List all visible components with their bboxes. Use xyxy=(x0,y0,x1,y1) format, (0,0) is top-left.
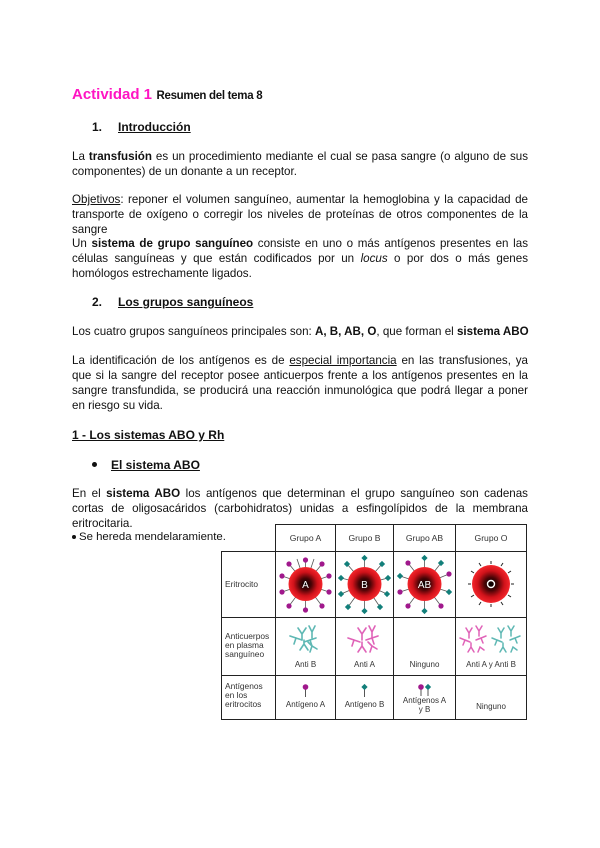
antigen-a-pin-icon xyxy=(276,682,335,702)
red-blood-cell-a-icon xyxy=(276,552,335,617)
italic-term: locus xyxy=(360,252,388,265)
antibody-caption: Anti B xyxy=(294,660,317,669)
antigen-caption: Antígeno A xyxy=(285,700,326,709)
antibody-caption: Anti A y Anti B xyxy=(466,660,516,669)
bullet-icon xyxy=(92,462,97,467)
anti-a-and-anti-b-antibodies-icon xyxy=(456,620,526,660)
svg-text:A: A xyxy=(302,580,309,591)
erythrocyte-cell-ab xyxy=(393,551,456,618)
erythrocyte-cell-b xyxy=(335,551,394,618)
text: consiste en uno o más antígenos presentes en las células sanguíneas y que están codificados por un xyxy=(72,237,528,265)
antigen-cell-b xyxy=(335,675,394,720)
erythrocyte-cell-a xyxy=(275,551,336,618)
section-heading-grupos xyxy=(92,295,253,309)
antigen-cell-o xyxy=(455,675,527,720)
antibody-cell-a xyxy=(275,617,336,676)
antigen-caption: Antígeno B xyxy=(344,700,385,709)
text: Los cuatro grupos sanguíneos principales son: xyxy=(72,325,315,338)
svg-text:B: B xyxy=(361,580,368,591)
red-blood-cell-b-icon xyxy=(336,552,393,617)
paragraph-transfusion xyxy=(72,149,528,179)
bold-term: sistema de grupo sanguíneo xyxy=(91,237,254,250)
text: los antígenos que determinan el grupo sanguíneo son cadenas cortas de oligosacáridos (carbohidratos) unidas a esfingolípidos de la membrana eritrocitaria. xyxy=(72,487,528,530)
paragraph-cuatro-grupos xyxy=(72,324,528,339)
text: Un xyxy=(72,237,92,250)
col-header-grupo-b: Grupo B xyxy=(335,524,394,552)
text: En el xyxy=(72,487,107,500)
col-header-grupo-o: Grupo O xyxy=(455,524,527,552)
antibody-cell-b xyxy=(335,617,394,676)
underlined-term: especial importancia xyxy=(289,354,397,367)
paragraph-objetivos xyxy=(72,192,528,237)
col-header-grupo-ab: Grupo AB xyxy=(393,524,456,552)
section-heading-introduccion xyxy=(92,120,191,134)
antibody-cell-ab xyxy=(393,617,456,676)
bullet-heading-abo xyxy=(92,458,200,472)
anti-a-antibodies-icon xyxy=(336,620,393,660)
anti-b-antibodies-icon xyxy=(276,620,335,660)
text: , que forman el xyxy=(376,325,457,338)
activity-label: Actividad 1 xyxy=(72,86,153,103)
section-number: 1. xyxy=(92,120,103,134)
note-herencia xyxy=(72,531,226,543)
paragraph-sistema-grupo xyxy=(72,236,528,281)
text: o por dos o más genes homólogos estrechamente ligados. xyxy=(72,252,528,280)
antigen-caption: Ninguno xyxy=(476,702,506,711)
svg-text:AB: AB xyxy=(417,580,432,591)
erythrocyte-cell-o xyxy=(455,551,527,618)
text: La xyxy=(72,150,89,163)
section-title: Los grupos sanguíneos xyxy=(118,295,254,309)
row-label-antigenos: Antígenos en los eritrocitos xyxy=(221,675,276,720)
note-text: Se hereda mendelaramiente. xyxy=(79,531,226,543)
subsection-heading xyxy=(72,428,224,442)
activity-subtitle: Resumen del tema 8 xyxy=(156,90,263,102)
text: en las transfusiones, ya que si la sangre del receptor posee anticuerpos frente a los antígenos presentes en la sangre transfundida, se producirá una reacción inmunológica que podrá llegar a poner en riesgo su vida. xyxy=(72,354,529,412)
antibody-caption: Anti A xyxy=(354,660,375,669)
text: es un procedimiento mediante el cual se pasa sangre (o alguno de sus componentes) de un donante a un receptor. xyxy=(72,150,528,178)
section-number: 2. xyxy=(92,295,103,309)
row-label-eritrocito: Eritrocito xyxy=(221,551,276,618)
bullet-title: El sistema ABO xyxy=(111,458,200,472)
bold-term: transfusión xyxy=(88,150,152,163)
antibody-cell-o xyxy=(455,617,527,676)
antigen-cell-ab xyxy=(393,675,456,720)
antigen-caption: Antígenos A y B xyxy=(402,696,447,714)
row-label-anticuerpos: Anticuerpos en plasma sanguíneo xyxy=(221,617,276,676)
bold-term: A, B, AB, O xyxy=(314,325,377,338)
antigen-cell-a xyxy=(275,675,336,720)
bold-term: sistema ABO xyxy=(456,325,529,338)
text: La identificación de los antígenos es de xyxy=(72,354,290,367)
page-title xyxy=(72,86,262,104)
bold-term: sistema ABO xyxy=(106,487,181,500)
paragraph-identificacion xyxy=(72,353,528,413)
text: : reponer el volumen sanguíneo, aumentar la hemoglobina y la capacidad de transporte de oxígeno o corregir los niveles de proteínas de otros componentes de la sangre xyxy=(72,193,528,236)
antigen-b-pin-icon xyxy=(336,682,393,702)
section-title: Introducción xyxy=(118,120,191,134)
col-header-grupo-a: Grupo A xyxy=(275,524,336,552)
antibody-caption: Ninguno xyxy=(409,660,440,669)
red-blood-cell-ab-icon xyxy=(394,552,455,617)
bullet-icon xyxy=(72,535,76,539)
subsection-title: 1 - Los sistemas ABO y Rh xyxy=(72,428,225,442)
underlined-term: Objetivos xyxy=(72,193,121,206)
red-blood-cell-o-icon xyxy=(456,552,526,617)
